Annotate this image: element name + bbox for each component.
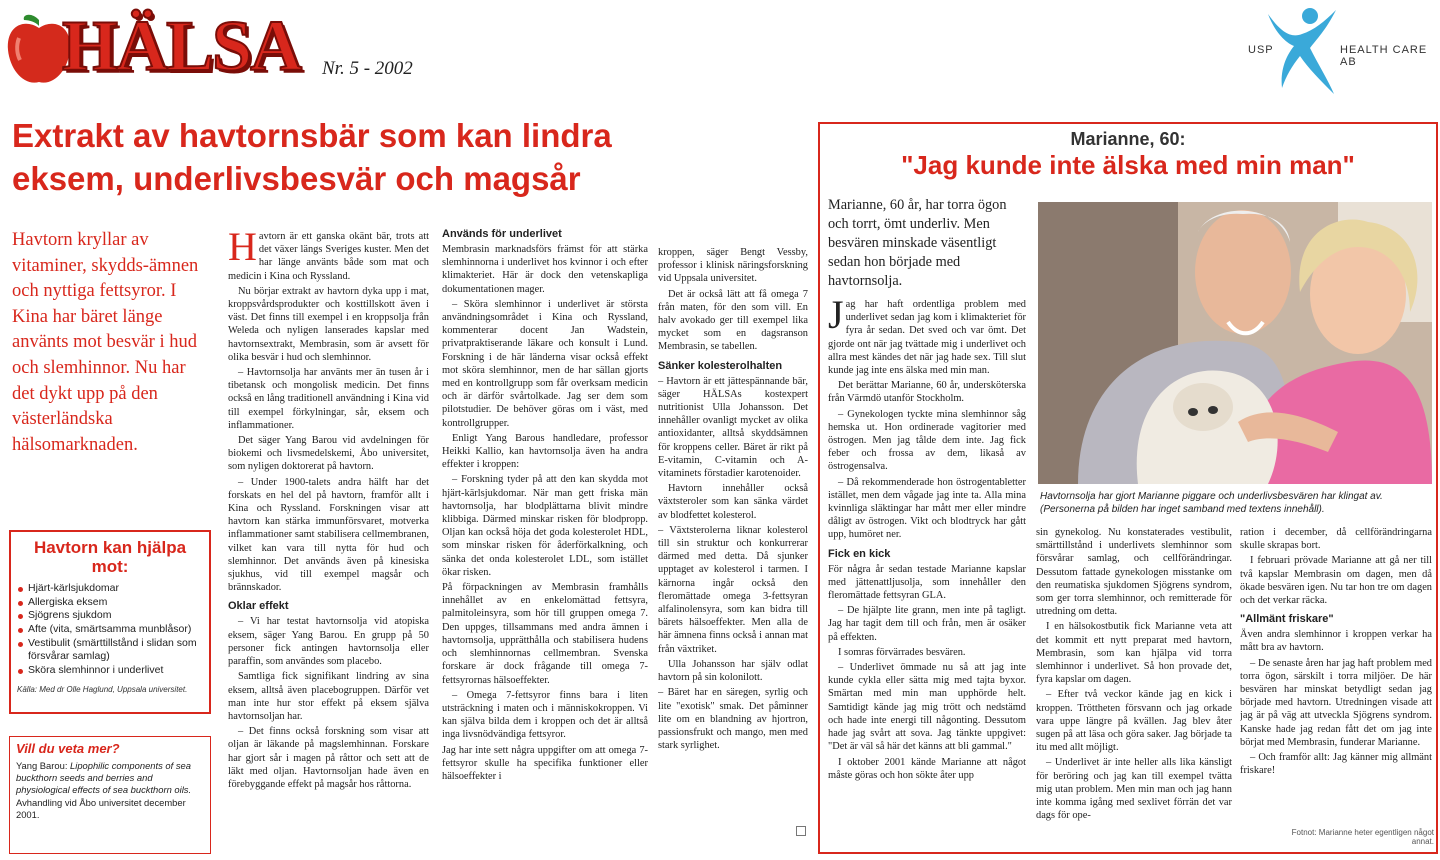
paragraph: – Vi har testat havtornsolja vid atopiska eksem, säger Yang Barou. En grupp på 50 personer fick antingen havtornsolja eller paraffin, som användes som placebo. [228,616,429,668]
subheading: "Allmänt friskare" [1240,613,1334,626]
paragraph: Ulla Johansson har själv odlat havtorn på sin kolonilott. [658,658,808,684]
paragraph: kroppen, säger Bengt Vessby, professor i klinisk näringsforskning vid Uppsala universitet. [658,247,808,285]
footnote: Fotnot: Marianne heter egentligen något annat. [1291,828,1434,846]
paragraph: avtorn är ett ganska okänt bär, trots att det växer längs Sveriges kuster. Men det har länge använts både som mat och medicin i Kina och Ryssland. [228,231,429,282]
photo-caption: Havtornsolja har gjort Marianne piggare och underlivsbesvären har klingat av. (Personerna på bilden har inget samband med textens innehåll). [1040,491,1383,515]
paragraph: På förpackningen av Membrasin framhålls innehållet av en enkelomättad fettsyra, palmitoleinsyra, som hör till gruppen omega 7. Den uppges, tillsammans med andra ämnen i havtornsolja, upprätthålla och stabilisera hudens och slemhinnornas cellmembran. Svenska forskare är dock frågande till omega 7-fettsyrornas hälsoeffekter. [442,582,648,686]
paragraph: Det berättar Marianne, 60 år, undersköterska från Värmdö utanför Stockholm. [828,380,1026,405]
more-info-title: Vill du veta mer? [16,741,120,756]
paragraph: – Växtsterolerna liknar kolesterol till sin struktur och konkurrerar därmed med detta. Då sjunker upptaget av kolesterol i tarmen. I kärnorna ingår också den fleromättade omega 3-fettsyran alfalinolensyra, som kan bidra till bärets hälsoeffekter. Men alla de här ämnena finns också i annan mat från växtriket. [658,524,808,655]
paragraph: Det säger Yang Barou vid avdelningen för biokemi och livsmedelskemi, Åbo universitet, som nyligen doktorerat på havtorn. [228,435,429,473]
paragraph: sin gynekolog. Nu konstaterades vestibulit, smärttillstånd i underlivets slemhinnor som försvårar samlag, och cellförändringar. Dessutom fattade gynekologen misstanke om den reumatiska sjukdomen Sjögrens syndrom, som ger torra slemhinnor, och remitterade för utredning om detta. [1036,527,1232,618]
paragraph: ration i december, då cellförändringarna skulle skrapas bort. [1240,527,1432,552]
paragraph: Samtliga fick signifikant lindring av sina eksem, alltså även placebogruppen. Därför vet man inte hur stor effekt på eksem själva havtornsoljan har. [228,671,429,722]
paragraph: För några år sedan testade Marianne kapslar med jättenattljusolja, som innehåller den fleromättade fettsyran GLA. [828,563,1026,602]
list-item: Hjärt-kärlsjukdomar [17,582,203,596]
testimonial-column-2 [1036,526,1232,844]
list-item: Vestibulit (smärttillstånd i slidan som försvårar samlag) [17,637,203,664]
magazine-logo [4,4,314,90]
paragraph: I februari prövade Marianne att gå ner till två kapslar Membrasin om dagen, men då ökade besvären igen. Nu tar hon tre om dagen och det verkar räcka. [1240,555,1432,607]
paragraph: – Och framför allt: Jag känner mig allmänt friskare! [1240,752,1432,777]
more-info-author: Yang Barou: [16,760,71,771]
drop-cap: J [828,298,844,337]
paragraph: – Det finns också forskning som visar att oljan är läkande på magslemhinnan. Forskare har gjort sår i magen på råttor och sett att de läkt med oljan. Havtornsoljan hade även en förebyggande effekt på magsår hos råttorna. [228,726,429,790]
magazine-title: HÄLSA [62,6,301,86]
paragraph: – Havtornsolja har använts mer än tusen år i tibetansk och mongolisk medicin. Det finns också en lång traditionell användning i Kina vid till exempel förkylningar, sår, eksem och inflammationer. [228,367,429,431]
paragraph: – Sköra slemhinnor i underlivet är största användningsområdet i Kina och Ryssland, kommenterar docent Jan Wadstein, privatpraktiserande läkare och konsult i Lund. Forskning i de här länderna visar också effekt mot sköra slemhinnor, men de har sällan gjorts med en kontrollgrupp som får overksam medicin och är därför svårtolkade. Jag ser dem som pilotstudier. De behöver göras om i väst, med kontrollgrupper. [442,298,648,429]
headline-line2: eksem, underlivsbesvär och magsår [12,160,581,197]
paragraph: – Havtorn är ett jättespännande bär, säger HÄLSAs kostexpert nutritionist Ulla Johansson. Det innehåller ovanligt mycket av olika antioxidanter, alltså skyddsämnen för kroppens celler. Bäret är rikt på E-vitamin, C-vitamin och A-vitaminets förstadier karotenoider. [658,375,808,480]
fact-list [17,582,203,677]
paragraph: – Då rekommenderade hon östrogentabletter istället, men dem vågade jag inte ta. Alla mina kvinnliga släktingar har mått mer eller mindre dåligt av östrogen. Vikt och blodtryck har gått upp, humöret ner. [828,476,1026,541]
couple-photo [1038,202,1432,484]
list-item: Sköra slemhinnor i underlivet [17,664,203,678]
subheading: Fick en kick [828,547,891,560]
paragraph: – Gynekologen tyckte mina slemhinnor såg hemska ut. Hon ordinerade vagitorier med östrogen. Men jag tålde dem inte. Jag fick feber och frossa av dem, likaså av östrogensalva. [828,408,1026,473]
paragraph: – Forskning tyder på att den kan skydda mot hjärt-kärlsjukdomar. När man gett friska män havtornsolja, har blodplättarna blivit mindre klibbiga. Därmed minskar risken för blodpropp. Oljan kan också höja det goda kolesterolet HDL, som minskar risken för åderförkalkning, och sänka det onda kolesterolet LDL, som istället ökar risken. [442,474,648,578]
article-column-3 [658,246,808,840]
paragraph: ag har haft ordentliga problem med underlivet sedan jag kom i klimakteriet för fyra år sedan. Det sved och var ömt. Det gjorde ont när jag tvättade mig i underlivet och allra mest kändes det när jag hade sex. Till slut kunde jag inte ens älska med min man. [828,299,1026,377]
paragraph: – De hjälpte lite grann, men inte på tagligt. Jag har tagit dem till och från, men är osäker på effekten. [828,605,1026,643]
paragraph: – Underlivet ömmade nu så att jag inte kunde cykla eller sätta mig med tajta byxor. Smärtan med min man upphörde helt. Samtidigt kände jag mig trött och nedstämd och hade inte energi till någonting. Dessutom hade jag svårt att sova. Jag tänkte uppgivet: "Det är väl så här det känns att bli gammal." [828,662,1026,753]
more-info-thesis: Avhandling vid Åbo universitet december 2001. [16,796,186,820]
brand-right: HEALTH CARE AB [1340,44,1428,68]
testimonial-intro: Marianne, 60 år, har torra ögon och torrt, ömt underliv. Men besvären minskade väsentligt sedan hon började med havtornsolja. [828,197,1007,289]
headline-line1: Extrakt av havtornsbär som kan lindra [12,117,612,154]
list-item: Afte (vita, smärtsamma munblåsor) [17,623,203,637]
brand-left: USP [1248,44,1274,56]
end-mark-icon [796,826,806,836]
issue-number: Nr. 5 - 2002 [322,58,413,79]
paragraph: – Bäret har en säregen, syrlig och lite "exotisk" smak. Det påminner lite om en blandning av hjortron, passionsfrukt och mango, men med stark syrlighet. [658,687,808,752]
paragraph: – Under 1900-talets andra hälft har det forskats en hel del på havtorn, framför allt i Kina och Ryssland. Forskningen visar att havtorn kan stärka immunförsvaret, motverka inflammationer samt stabilisera cellmembranen, vilket kan vara till nytta för hud och slemhinnor. Det används även på kinesiska sjukhus, vid till exempel magsår och brännskador. [228,476,429,594]
paragraph: Nu börjar extrakt av havtorn dyka upp i mat, kroppsvårdsprodukter och kosttillskott även i väst. Det finns till exempel i en kroppsolja från Weleda och nyligen lanserades kapslar med havtornsextrakt, Membrasin, som är avsett för olika besvär i hud och slemhinnor. [228,285,429,363]
more-info-reference: Lipophilic components of sea buckthorn seeds and berries and physiological effects of sea buckthorn oils. [16,760,192,796]
lead-paragraph: Havtorn kryllar av vitaminer, skydds-ämnen och nyttiga fettsyror. I Kina har bäret länge använts mot besvär i hud och slemhinnor. Nu har det dykt upp på den västerländska hälsomarknaden. [12,230,199,455]
paragraph: I somras förvärrades besvären. [838,646,966,658]
paragraph: – Underlivet är inte heller alls lika känsligt för beröring och jag kan till exempel tvätta mig utan problem. Men min man och jag hann inte komma igång med sexlivet förrän det var dags för ope- [1036,757,1232,822]
fact-source: Källa: Med dr Olle Haglund, Uppsala universitet. [17,685,188,695]
company-logo [1248,4,1438,96]
paragraph: I en hälsokostbutik fick Marianne veta att det kommit ett nytt preparat med havtorn, Membrasin, som kan hjälpa vid torra slemhinnor i underlivet. Så hon provade det, fyra kapslar om dagen. [1036,621,1232,686]
testimonial-column-1 [828,298,1026,844]
paragraph: Även andra slemhinnor i kroppen verkar ha mått bra av havtorn. [1240,629,1432,654]
more-info-box [9,736,211,854]
article-column-2 [442,228,648,852]
testimonial-kicker: Marianne, 60: [1070,129,1186,149]
paragraph: Havtorn innehåller också växtsteroler som kan sänka värdet av blodfettet kolesterol. [658,483,808,521]
paragraph: Jag har inte sett några uppgifter om att omega 7-fettsyror skulle ha specifika funktioner eller hälsoeffekter i [442,744,648,782]
paragraph: I oktober 2001 kände Marianne att något måste göras och hon sökte åter upp [828,756,1026,781]
paragraph: – Omega 7-fettsyror finns bara i liten utsträckning i maten och i människokroppen. Vi kan själva bilda dem i kroppen och det är alltså inga livsnödvändiga fettsyror. [442,689,648,741]
paragraph: Det är också lätt att få omega 7 från maten, för den som vill. En halv avokado ger till exempel lika mycket som en dagsranson Membrasin, se tabellen. [658,288,808,353]
list-item: Sjögrens sjukdom [17,609,203,623]
more-info-text [16,760,204,821]
paragraph: – Efter två veckor kände jag en kick i kroppen. Tröttheten försvann och jag orkade vara uppe längre på kvällen. Jag blev åter sugen på att läsa och göra saker. Jag började ta itu med allt möjligt. [1036,689,1232,754]
drop-cap: H [228,230,257,269]
testimonial-column-3 [1240,526,1432,826]
testimonial-title: "Jag kunde inte älska med min man" [901,150,1355,180]
paragraph: Membrasin marknadsförs främst för att stärka slemhinnorna i underlivet hos kvinnor i och efter klimakteriet. Här är dock den vetenskapliga dokumentationen mager. [442,244,648,295]
subheading: Oklar effekt [228,600,289,613]
couple-illustration [1038,202,1432,484]
list-item: Allergiska eksem [17,596,203,610]
paragraph: Enligt Yang Barous handledare, professor Heikki Kallio, kan havtornsolja även ha andra effekter i kroppen: [442,432,648,471]
subheading: Används för underlivet [442,228,562,240]
paragraph: – De senaste åren har jag haft problem med torra ögon, särskilt i torra miljöer. De här besvären har minskat betydligt sedan jag började med havtorn. Utredningen visade att jag är på väg att utveckla Sjögrens syndrom. Kanske hade jag redan fått det om jag inte börjat med Membrasin, funderar Marianne. [1240,657,1432,748]
fact-box [9,530,211,714]
headline [12,114,812,200]
subheading: Sänker kolesterolhalten [658,359,783,372]
person-icon [1262,4,1342,96]
fact-box-title: Havtorn kan hjälpa mot: [33,538,187,576]
article-column-1 [228,230,429,852]
